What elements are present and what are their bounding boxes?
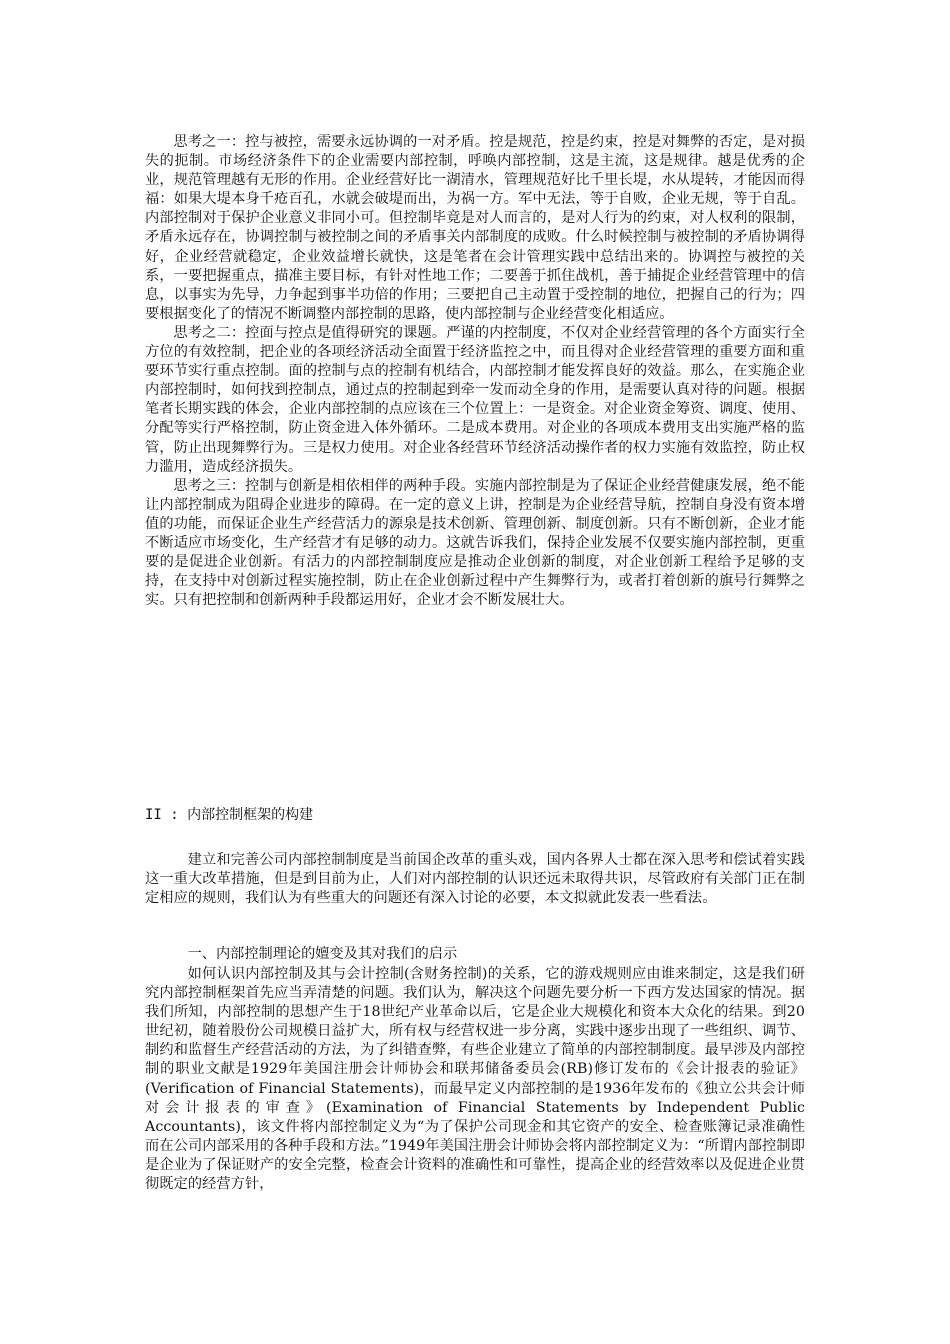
paragraph-reflection-1: 思考之一：控与被控，需要永远协调的一对矛盾。控是规范，控是约束，控是对舞弊的否定，是对损失的扼制。市场经济条件下的企业需要内部控制，呼唤内部控制，这是主流，这是规律。越是优秀的企业，规范管理越有无形的作用。企业经营好比一湖清水，管理规范好比千里长堤，水从堤转，才能因而得福：如果大堤本身千疮百孔，水就会破堤而出，为祸一方。军中无法，等于自败，企业无规，等于自乱。内部控制对于保护企业意义非同小可。但控制毕竟是对人而言的，是对人行为的约束，对人权利的限制，矛盾永远存在，协调控制与被控制之间的矛盾事关内部制度的成败。什么时候控制与被控制的矛盾协调得好，企业经营就稳定，企业效益增长就快，这是笔者在会计管理实践中总结出来的。协调控与被控的关系，一要把握重点，描准主要目标，有针对性地工作；二要善于抓住战机，善于捕捉企业经营管理中的信息，以事实为先导，力争起到事半功倍的作用；三要把自己主动置于受控制的地位，把握自己的行为；四要根据变化了的情况不断调整内部控制的思路，使内部控制与企业经营变化相适应。: [145, 134, 805, 322]
paragraph-reflection-3: 思考之三：控制与创新是相依相伴的两种手段。实施内部控制是为了保证企业经营健康发展，绝不能让内部控制成为阻碍企业进步的障碍。在一定的意义上讲，控制是为企业经营导航，控制自身没有资本增值的功能，而保证企业生产经营活力的源泉是技术创新、管理创新、制度创新。只有不断创新，企业才能不断适应市场变化，生产经营才有足够的动力。这就告诉我们，保持企业发展不仅要实施内部控制，更重要的是促进企业创新。有活力的内部控制制度应是推动企业创新的制度，对企业创新工程给予足够的支持，在支持中对创新过程实施控制，防止在企业创新过程中产生舞弊行为，或者打着创新的旗号行舞弊之实。只有把控制和创新两种手段都运用好，企业才会不断发展壮大。: [145, 477, 805, 609]
reflections-section: [145, 133, 805, 610]
section-heading: II : 内部控制框架的构建: [145, 807, 314, 823]
body-section: [145, 965, 805, 1194]
paragraph-body: 如何认识内部控制及其与会计控制(含财务控制)的关系，它的游戏规则应由谁来制定，这是我们研究内部控制框架首先应当弄清楚的问题。我们认为，解决这个问题先要分析一下西方发达国家的情况。据我们所知，内部控制的思想产生于18世纪产业革命以后，它是企业大规模化和资本大众化的结果。到20世纪初，随着股份公司规模日益扩大，所有权与经营权进一步分离，实践中逐步出现了一些组织、调节、制约和监督生产经营活动的方法，为了纠错查弊，有些企业建立了简单的内部控制制度。最早涉及内部控制的职业文献是1929年美国注册会计师协会和联邦储备委员会(RB)修订发布的《会计报表的验证》(Verification of Financial Statements)，而最早定义内部控制的是1936年发布的《独立公共会计师对会计报表的审查》(Examination of Financial Statements by Independent Public Accountants)，该文件将内部控制定义为“为了保护公司现金和其它资产的安全、检查账簿记录准确性而在公司内部采用的各种手段和方法。”1949年美国注册会计师协会将内部控制定义为：“所谓内部控制即是企业为了保证财产的安全完整，检查会计资料的准确性和可靠性，提高企业的经营效率以及促进企业贯彻既定的经营方针，: [145, 966, 805, 1193]
paragraph-reflection-2: 思考之二：控面与控点是值得研究的课题。严谨的内控制度，不仅对企业经营管理的各个方面实行全方位的有效控制，把企业的各项经济活动全面置于经济监控之中，而且得对企业经营管理的重要方面和重要环节实行重点控制。面的控制与点的控制有机结合，内部控制才能发挥良好的效益。那么，在实施企业内部控制时，如何找到控制点，通过点的控制起到牵一发而动全身的作用，是需要认真对待的问题。根据笔者长期实践的体会，企业内部控制的点应该在三个位置上：一是资金。对企业资金筹资、调度、使用、分配等实行严格控制，防止资金进入体外循环。二是成本费用。对企业的各项成本费用支出实施严格的监管，防止出现舞弊行为。三是权力使用。对企业各经营环节经济活动操作者的权力实施有效监控，防止权力滥用，造成经济损失。: [145, 324, 805, 475]
paragraph-intro: 建立和完善公司内部控制制度是当前国企改革的重头戏，国内各界人士都在深入思考和偿试着实践这一重大改革措施，但是到目前为止，人们对内部控制的认识还远未取得共识，尽管政府有关部门正在制定相应的规则，我们认为有些重大的问题还有深入讨论的必要，本文拟就此发表一些看法。: [145, 852, 805, 907]
subsection-heading: 一、内部控制理论的嬗变及其对我们的启示: [187, 946, 458, 962]
intro-section: [145, 851, 805, 908]
